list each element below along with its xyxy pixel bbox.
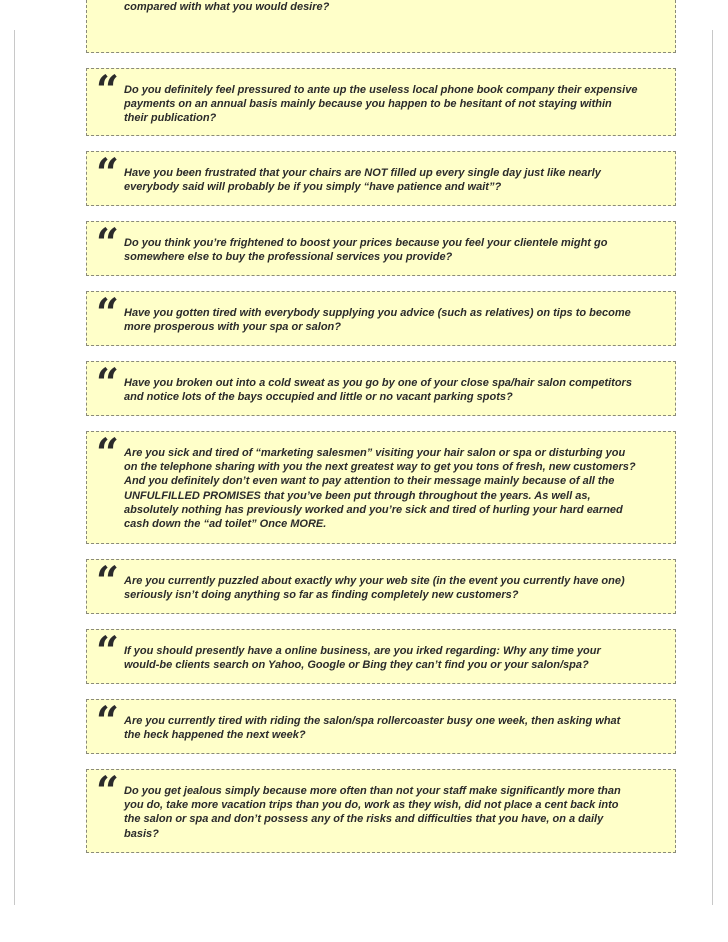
quote-mark-icon: “ xyxy=(96,768,120,815)
question-box xyxy=(86,361,676,416)
question-text: Are you currently puzzled about exactly why your web site (in the event you currently have one) seriously isn’t doing anything so far as finding completely new customers? xyxy=(124,575,625,602)
question-box xyxy=(86,559,676,614)
question-list xyxy=(86,0,676,868)
question-text: Do you definitely feel pressured to ante up the useless local phone book company their expensive payments on an annual basis mainly because you happen to be hesitant of not staying within their publication? xyxy=(124,84,638,125)
question-box xyxy=(86,431,676,544)
question-box xyxy=(86,0,676,53)
question-text: Have you been frustrated that your chairs are NOT filled up every single day just like nearly everybody said will probably be if you simply “have patience and wait”? xyxy=(124,167,601,194)
quote-mark-icon: “ xyxy=(96,628,120,675)
quote-mark-icon: “ xyxy=(96,67,120,114)
question-text: Are you currently tired with riding the salon/spa rollercoaster busy one week, then asking what the heck happened the next week? xyxy=(124,715,621,742)
question-box xyxy=(86,699,676,754)
question-text: Have you broken out into a cold sweat as you go by one of your close spa/hair salon competitors and notice lots of the bays occupied and little or no vacant parking spots? xyxy=(124,377,632,404)
quote-mark-icon: “ xyxy=(96,150,120,197)
question-box xyxy=(86,151,676,206)
question-text: Have you gotten tired with everybody supplying you advice (such as relatives) on tips to become more prosperous with your spa or salon? xyxy=(124,307,631,334)
question-text: compared with what you would desire? xyxy=(124,1,330,13)
quote-mark-icon: “ xyxy=(96,558,120,605)
page-edge-left xyxy=(14,30,15,905)
question-text: If you should presently have a online business, are you irked regarding: Why any time your would-be clients search on Yahoo, Google or Bing they can’t find you or your salon/spa? xyxy=(124,645,601,672)
question-text: Are you sick and tired of “marketing salesmen” visiting your hair salon or spa or disturbing you on the telephone sharing with you the next greatest way to get you tons of fresh, new customers? And you definitely don’t even want to pay attention to their message mainly because of all the UNFULFILLED PROMISES that you’ve been put through throughout the years. As well as, absolutely nothing has previously worked and you’re sick and tired of hurling your hard earned cash down the “ad toilet” Once MORE. xyxy=(124,447,636,531)
quote-mark-icon: “ xyxy=(96,430,120,477)
quote-mark-icon: “ xyxy=(96,698,120,745)
question-box xyxy=(86,221,676,276)
quote-mark-icon: “ xyxy=(96,220,120,267)
question-text: Do you think you’re frightened to boost your prices because you feel your clientele might go somewhere else to buy the professional services you provide? xyxy=(124,237,608,264)
quote-mark-icon: “ xyxy=(96,360,120,407)
question-box xyxy=(86,68,676,136)
quote-mark-icon: “ xyxy=(96,290,120,337)
question-box xyxy=(86,769,676,853)
question-box xyxy=(86,629,676,684)
question-text: Do you get jealous simply because more often than not your staff make significantly more than you do, take more vacation trips than you do, work as they wish, did not place a cent back into the salon or spa and don’t possess any of the risks and difficulties that you have, on a daily basis? xyxy=(124,785,621,840)
page-edge-right xyxy=(712,30,713,905)
question-box xyxy=(86,291,676,346)
